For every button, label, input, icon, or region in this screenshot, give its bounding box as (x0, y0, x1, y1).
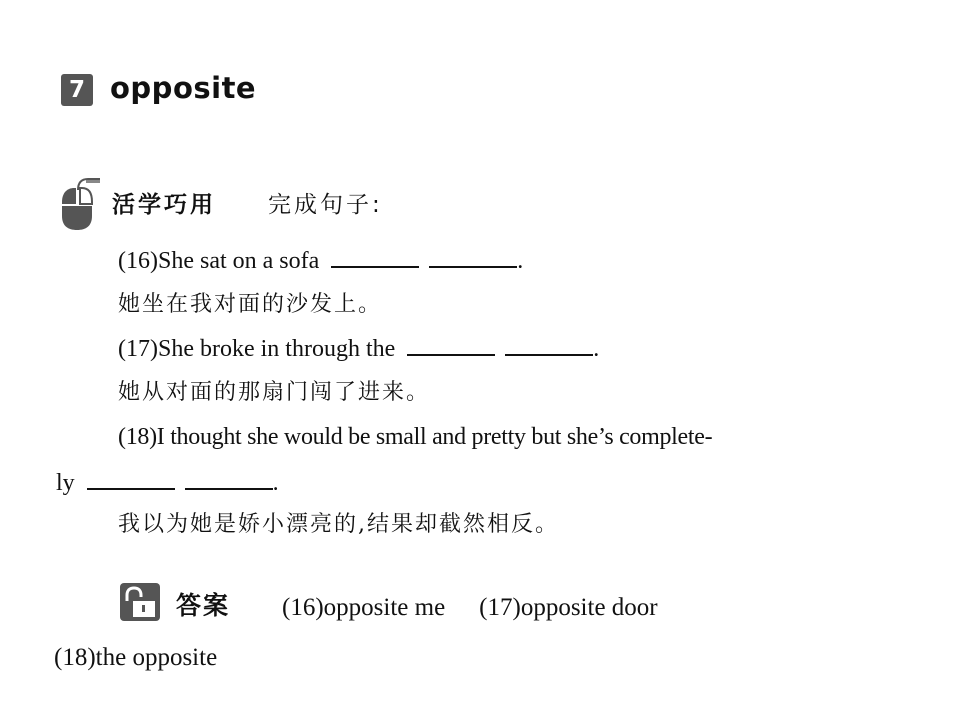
exercise-sentence: She broke in through the (157, 336, 396, 362)
exercise-number: (16) (118, 248, 158, 274)
exercise-number: (18) (118, 424, 157, 450)
unlock-icon (120, 583, 160, 621)
answer-blank[interactable] (87, 468, 175, 490)
section-instruction: 完成句子: (268, 192, 383, 218)
vocabulary-word-heading: opposite (110, 71, 257, 105)
sentence-end: . (593, 336, 600, 362)
exercise-18-continuation (56, 466, 279, 500)
mouse-icon (56, 176, 102, 232)
exercise-sentence-cont: ly (56, 470, 75, 496)
answer-number: (18) (54, 644, 96, 671)
answer-blank[interactable] (505, 334, 593, 356)
exercise-sentence: She sat on a sofa (157, 248, 320, 274)
exercise-sentence: I thought she would be small and pretty but she’s complete- (156, 424, 713, 450)
word-number-badge: 7 (61, 74, 93, 106)
exercise-18 (118, 420, 712, 454)
answer-number: (16) (282, 594, 324, 621)
exercise-18-translation: 我以为她是娇小漂亮的,结果却截然相反。 (118, 512, 559, 537)
section-title: 活学巧用 (112, 192, 216, 218)
answer-text: opposite door (520, 594, 658, 621)
answer-blank[interactable] (407, 334, 495, 356)
sentence-end: . (272, 470, 279, 496)
answer-blank[interactable] (429, 246, 517, 268)
answer-text: the opposite (95, 644, 218, 671)
sentence-end: . (517, 248, 524, 274)
exercise-16-translation: 她坐在我对面的沙发上。 (118, 292, 383, 317)
answer-blank[interactable] (185, 468, 273, 490)
answer-line-2 (54, 641, 217, 675)
answer-number: (17) (479, 594, 521, 621)
answer-blank[interactable] (331, 246, 419, 268)
answer-line-1 (282, 591, 658, 625)
answer-label: 答案 (176, 591, 231, 620)
exercise-16 (118, 244, 523, 278)
exercise-17 (118, 332, 599, 366)
exercise-17-translation: 她从对面的那扇门闯了进来。 (118, 380, 431, 405)
exercise-number: (17) (118, 336, 158, 362)
answer-text: opposite me (323, 594, 446, 621)
